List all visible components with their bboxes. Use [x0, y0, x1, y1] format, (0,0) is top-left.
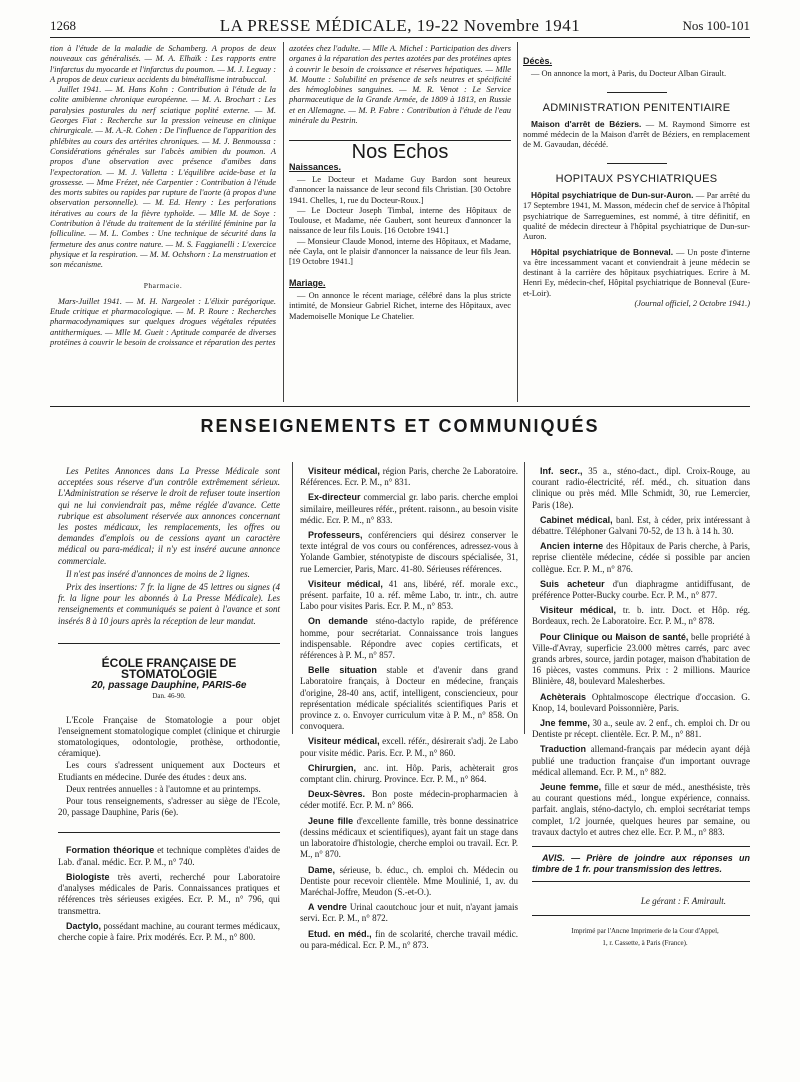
ad-text: possédant machine, au courant termes médicaux, cherche copie à faire. Prix modérés. Ecr. P. M., n° 800. — [58, 920, 281, 942]
classified-ad — [532, 782, 750, 838]
school-address: 20, passage Dauphine, PARIS-6e — [91, 680, 247, 692]
ad-text: tr. b. intr. Doct. et Hôp. rég. Bordeaux, rech. 2e Laboratoire. Ecr. P. M., n° 878. — [532, 605, 751, 627]
ad-title: Achèterais — [540, 691, 587, 702]
classified-ad — [300, 530, 518, 575]
header-rule — [50, 37, 750, 38]
page-header — [50, 14, 750, 38]
issue-number: Nos 100-101 — [682, 18, 750, 33]
ads-left-column — [58, 466, 280, 947]
ads-right-list — [532, 466, 750, 838]
theses-para: tion à l'étude de la maladie de Schamberg. A propos de deux nouveaux cas généralisés. — M. A. Elhaïk : Les rapports entre l'infarctus du myocarde et l'infarctus du poumon. — M. J. Leguay : A propos de deux curieux accidents du bimétallisme intrabuccal. — [50, 44, 276, 84]
ad-text: conférenciers qui désirez conserver le texte intégral de vos cours ou conférences, adressez-vous à Yolande Gambier, sténotypiste de discours spécialisée, 31, rue Lemercier, Paris, Marc. 41-80. Sérieuses références. — [300, 530, 519, 574]
column-divider — [517, 42, 518, 402]
classified-ad — [532, 744, 750, 778]
avis-notice: AVIS. — Prière de joindre aux réponses un timbre de 1 fr. pour transmission des lettres. — [532, 853, 750, 875]
ad-title: Pour Clinique ou Maison de santé, — [540, 631, 689, 642]
ad-title: Ancien interne — [540, 541, 604, 552]
intro-para: Prix des insertions: 7 fr. la ligne de 45 lettres ou signes (4 fr. la ligne pour les abonnés à La Presse Médicale). Les renseignements et communiqués se paient à l'avance et sont insérés 8 à 10 jours après la réception de leur mandat. — [58, 582, 280, 626]
school-para: Deux rentrées annuelles : à l'automne et au printemps. — [66, 783, 261, 794]
ad-text: Bon poste médecin-propharmacien à céder motifé. Ecr. P. M. n° 866. — [300, 789, 518, 811]
ad-text: fin de scolarité, cherche travail médic. ou para-médical. Ecr. P. M., n° 873. — [300, 928, 519, 950]
ad-text: 30 a., seule av. 2 enf., ch. emploi ch. Dr ou Dentiste pr récept. clientèle. Ecr. P. M., n° 881. — [532, 718, 751, 740]
ad-title: Visiteur médical, — [308, 578, 383, 589]
classified-ad — [300, 902, 518, 924]
section-rule — [58, 832, 280, 833]
classified-ad — [300, 736, 518, 758]
intro-para: Il n'est pas inséré d'annonces de moins de 2 lignes. — [66, 568, 250, 579]
pharmacie-heading: Pharmacie. — [143, 280, 183, 290]
pharmacie-para: Mars-Juillet 1941. — M. H. Nargeolet : L'élixir parégorique. Etude critique et pharmacologique. — M. P. Roure : Recherches pharmacodynamiques sur quelques drogues végétales réputées antithermiques. — Mlle M. Gueit : Aptitude comparée de diverses protéines à couvrir le besoin de croissance et réparation des pertes — [50, 296, 276, 348]
ad-text: région Paris, cherche 2e Laboratoire. Références. Ecr. P. M., n° 831. — [300, 466, 518, 488]
classified-ad — [532, 718, 750, 740]
naissance-item: — Le Docteur Joseph Timbal, interne des Hôpitaux de Toulouse, et Madame, née Gaubert, sont heureux d'annoncer la naissance de leur fils Louis. [16 Octobre 1941.] — [289, 205, 511, 236]
naissance-item: — Monsieur Claude Monod, interne des Hôpitaux, et Madame, née Cayla, ont le plaisir d'annoncer la naissance de leur fils Jean. [19 Octobre 1941.] — [289, 236, 511, 267]
classified-ad — [58, 872, 280, 917]
theses-column — [50, 44, 276, 348]
intro-para: Les Petites Annonces dans La Presse Médicale sont acceptées sous réserve d'un contrôle extrêmement sérieux. L'Administration se réserve le droit de refuser toute insertion qui ne lui conviendrait pas, même réglée d'avance. Cette rubrique est absolument réservée aux annonces concernant les postes médicaux, les remplacements, les offres ou demandes d'emplois ou de cessions ayant un caractère médical ou para-médical; il n'y est inséré aucune annonce commerciale. — [58, 466, 280, 566]
announcements-column — [523, 56, 750, 309]
naissance-item: — Le Docteur et Madame Guy Bardon sont heureux d'annoncer la naissance de leur second fils Christian. [30 Octobre 1941. Chelles, 1, rue du Docteur-Roux.] — [289, 174, 511, 205]
hopitaux-heading: HOPITAUX PSYCHIATRIQUES — [555, 172, 718, 185]
section-rule — [532, 915, 750, 916]
ad-title: Ex-directeur — [308, 492, 361, 503]
ad-title: Dactylo, — [66, 920, 102, 931]
ad-text: banl. Est, à céder, prix intéressant à débattre. Téléphoner Galvani 70-52, de 13 h. à 14 h. 30. — [532, 514, 750, 537]
ad-text: stable et d'avenir dans grand Laboratoire français, à Docteur en médecine, français d'origine, 28-40 ans, actif, intelligent, consciencieux, pour représentation médicale spécialités scientifiques Paris et province z. o. Envoyer curriculum vitæ à P. M., n° 858. On convoquera. — [300, 665, 518, 732]
ad-text: et technique complètes d'aides de Lab. d'anal. médic. Ecr. P. M., n° 740. — [58, 845, 281, 867]
short-rule — [607, 163, 667, 164]
section-rule — [532, 846, 750, 847]
ad-title: Suis acheteur — [540, 578, 605, 589]
theses-para: Juillet 1941. — M. Hans Kohn : Contribution à l'étude de la colite amibienne chronique européenne. — M. A. Brochart : Les paralysies posturales du nerf sciatique poplité externe. — M. Georges Fiat : Recherche sur la pression veineuse en clinique chirurgicale. — M. A.-R. Cohen : De l'influence de l'apparition des phlébites au cours des artérites chroniques. — M. J. Benmoussa : Considérations générales sur l'abcès amibien du poumon. A propos d'une observation avec présence d'amibes dans l'expectoration. — M. J. Valletta : L'équilibre acide-base et la grossesse. — Mme Frézet, née Carpentier : Contribution à l'étude des morts subites ou rapides par rupture de l'aorte (à propos d'une observation personnelle). — M. Ed. Henry : Les perforations itératives au cours de la fièvre typhoïde. — Mlle M. de Soye : Contribution à l'étude du traitement de la stérilité féminine par la folliculine. — M. L. Combes : Une technique de sécurité dans la fermeture des anus contre nature. — M. S. Faggianelli : L'exercice physique et la respiration. — M. M. Ochshorn : La menstruation et son mécanisme. — [50, 85, 276, 270]
deces-item: — On annonce la mort, à Paris, du Docteur Alban Girault. — [531, 69, 727, 79]
ad-text: Ophtalmoscope électrique d'occasion. G. Knop, 14, boulevard Poissonnière, Paris. — [532, 691, 751, 713]
ad-text: d'un diaphragme antidiffusant, de préférence Potter-Bucky courbe. Ecr. P. M., n° 877. — [532, 578, 750, 601]
ad-text: allemand-français par médecin ayant déjà publié une traduction française d'un important ouvrage médical allemand. Ecr. P. M., n° 882. — [532, 744, 751, 777]
school-para: L'Ecole Française de Stomatologie a pour objet l'enseignement stomatologique complet (clinique et chirurgie stomatologiques, odontologie, prothèse, orthodontie, céramique). — [58, 714, 280, 759]
school-para: Les cours s'adressent uniquement aux Docteurs et Etudiants en médecine. Durée des études : deux ans. — [58, 760, 280, 782]
classified-ad — [532, 515, 750, 537]
ad-text: très averti, recherché pour Laboratoire d'analyses médicales de Paris. Connaissances pratiques et références très sérieuses exigées. Ecr. P. M., n° 796, qui transmettra. — [58, 871, 280, 916]
journal-title: LA PRESSE MÉDICALE, 19-22 Novembre 1941 — [219, 16, 581, 35]
school-name: ÉCOLE FRANÇAISE DE STOMATOLOGIE — [101, 655, 237, 682]
classified-ad — [300, 816, 518, 861]
column-divider — [292, 462, 293, 734]
ad-title: Biologiste — [66, 871, 110, 882]
classified-ad — [300, 929, 518, 951]
ad-text: anc. int. Hôp. Paris, achèterait gros comptant clin. chirurg. Province. Ecr. P. M., n° 864. — [300, 762, 518, 785]
gerant: Le gérant : F. Amirault. — [640, 896, 726, 907]
ad-title: Visiteur médical, — [540, 605, 616, 616]
mariage-heading: Mariage. — [289, 277, 326, 288]
page-number: 1268 — [50, 18, 76, 33]
classified-ad — [532, 692, 750, 714]
deces-heading: Décès. — [523, 56, 553, 66]
classified-ad — [300, 492, 518, 526]
ad-title: Belle situation — [308, 665, 377, 676]
classified-ad — [532, 466, 750, 511]
ad-title: Jeune fille — [308, 815, 354, 826]
hop2-text: — Un poste d'interne va être incessamment vacant et conviendrait à jeune médecin se destinant à la carrière des hôpitaux psychiatriques. Ecrire à M. Henri Ey, médecin-chef, Hôpital psychiatrique de Bonneval (Eure-et-Loir). — [523, 247, 750, 298]
admin-text: — M. Raymond Simorre est nommé médecin de la Maison d'arrêt de Béziers, en remplacement de M. Gavaudan, décédé. — [523, 119, 750, 150]
classified-ad — [532, 579, 750, 601]
ad-text: sérieuse, b. éduc., ch. emploi ch. Médecin ou Dentiste pour recevoir clientèle. Mme Moulinié, 1, av. du Maréchal-Joffre, Meudon (S.-et-O.). — [300, 864, 519, 897]
classified-ad — [300, 466, 518, 488]
ad-title: Visiteur médical, — [308, 466, 380, 476]
school-para: Pour tous renseignements, s'adresser au siège de l'Ecole, 20, passage Dauphine, Paris (6e). — [58, 796, 280, 818]
ad-title: Deux-Sèvres. — [308, 789, 366, 800]
school-phone: Dan. 46-90. — [152, 692, 186, 701]
section-rule — [532, 881, 750, 882]
ad-title: On demande — [308, 616, 368, 627]
ad-title: Dame, — [308, 864, 336, 875]
admin-title: Maison d'arrêt de Béziers. — [531, 118, 642, 129]
echos-column — [289, 44, 511, 322]
echos-title: Nos Echos — [351, 141, 449, 164]
ad-text: Urinal caoutchouc jour et nuit, n'ayant jamais servi. Ecr. P. M., n° 872. — [300, 902, 518, 924]
ad-text: belle propriété à Ville-d'Avray, superficie 23.000 mètres carrés, parc avec grands arbres, source, jardin potager, maison d'habitation de 16 pièces, vastes communs. Prix : 2 millions. Maurice Blinière, 48, boulevard Malesherbes. — [532, 631, 750, 687]
hop2-source: (Journal officiel, 2 Octobre 1941.) — [634, 299, 750, 309]
classified-ad — [300, 579, 518, 613]
ad-text: commercial gr. labo paris. cherche emploi similaire, meilleures référ., prétent. raisonn., au besoin visite médic. Ecr. P. M., n° 833. — [300, 492, 518, 525]
ad-text: d'excellente famille, très bonne dessinatrice (dessins médicaux et scientifiques), ayant fait un stage dans un laboratoire d'histologie, cherche emploi ou travail. Ecr. P. M., n° 870. — [300, 815, 518, 860]
ad-title: Inf. secr., — [540, 466, 583, 476]
hop2-title: Hôpital psychiatrique de Bonneval. — [531, 246, 674, 257]
ad-title: Visiteur médical, — [308, 736, 380, 747]
ad-text: excell. référ., désirerait s'adj. 2e Labo pour visite médic. Paris. Ecr. P. M., n° 860. — [300, 736, 519, 758]
theses-continued: azotées chez l'adulte. — Mlle A. Michel : Participation des divers organes à la réparation des pertes azotées par des protéines aptes à couvrir le besoin de croissance et réserves hépatiques. — Mlle M. Moutte : Solubilité en présence de sels neutres et spécificité des hémoglobines sanguines. — M. R. Venot : Le Service pharmaceutique de la Grande Armée, de 1809 à 1813, en Russie et en Allemagne. — M. P. Fabre : Contribution à l'étude de l'eau minérale du Pestrin. — [289, 44, 511, 126]
ad-title: Formation théorique — [66, 845, 155, 856]
ad-text: des Hôpitaux de Paris cherche, à Paris, reprise clientèle médecine, cédée si possible par ancien collègue. Ecr. P. M., n° 876. — [532, 541, 750, 574]
ad-title: Chirurgien, — [308, 762, 357, 773]
section-rule — [58, 643, 280, 644]
ad-text: sténo-dactylo rapide, de préférence homme, pour secrétariat. Connaissance trois langues indispensable. Répondre avec copies certificats, et références à P. M., n° 857. — [300, 616, 518, 661]
short-rule — [607, 92, 667, 93]
classified-ad — [300, 789, 518, 811]
main-heading: RENSEIGNEMENTS ET COMMUNIQUÉS — [200, 416, 600, 436]
mariage-item: — On annonce le récent mariage, célébré dans la plus stricte intimité, de Monsieur Gabriel Richet, interne des Hôpitaux, avec Mademoiselle Monique Le Chatelier. — [289, 290, 511, 321]
classified-ad — [58, 845, 280, 867]
imprint-line: Imprimé par l'Ancne Imprimerie de la Cour d'Appel, — [571, 927, 719, 936]
classified-ad — [300, 865, 518, 899]
admin-heading: ADMINISTRATION PENITENTIAIRE — [542, 101, 731, 114]
hop1-text: — Par arrêté du 17 Septembre 1941, M. Masson, médecin chef de service à l'hôpital psychiatrique de Sarreguemines, est nommé, à titre définitif, en qualité de médecin directeur à l'hôpital psychiatrique de Dun-sur-Auron. — [523, 191, 750, 242]
ad-title: Jne femme, — [540, 718, 590, 729]
ad-text: 41 ans, libéré, réf. morale exc., présent. parfaite, 10 a. réf. même Labo, tr. intr., ch. autre Labo pour visites Paris. Ecr. P. M., n° 853. — [300, 578, 519, 612]
hop1-title: Hôpital psychiatrique de Dun-sur-Auron. — [531, 190, 694, 201]
classified-ad — [532, 632, 750, 688]
ad-text: 35 a., sténo-dact., dipl. Croix-Rouge, au courant radio-électricité, réf. méd., ch. situation dans clinique ou près méd. Mlle Schmidt, 30, rue Lemercier, Paris (18e). — [532, 466, 750, 510]
ad-title: A vendre — [308, 902, 347, 913]
classified-ad — [58, 921, 280, 943]
naissances-heading: Naissances. — [289, 161, 342, 172]
classified-ad — [532, 605, 750, 627]
section-rule — [50, 406, 750, 407]
classified-ad — [300, 616, 518, 661]
ads-middle-list — [300, 466, 518, 951]
classified-ad — [300, 763, 518, 785]
ads-right-column — [532, 466, 750, 949]
ad-text: fille et sœur de méd., anesthésiste, très au courant questions méd., longue expérience, connaiss. parfait. anglais, sténo-dactylo, ch. emploi secrétariat temps complet, 1/2 journée, quelques heures par semaine, ou travaux dactylo et autres chez elle. Ecr. P. M., n° 883. — [532, 782, 750, 837]
classified-ad — [300, 665, 518, 732]
ad-title: Professeurs, — [308, 530, 363, 541]
ads-left-list — [58, 845, 280, 943]
column-divider — [524, 462, 525, 734]
imprint-line: 1, r. Cassette, à Paris (France). — [602, 938, 688, 947]
classified-ad — [532, 541, 750, 575]
ad-title: Cabinet médical, — [540, 514, 613, 525]
column-divider — [283, 42, 284, 402]
ad-title: Etud. en méd., — [308, 928, 372, 939]
ad-title: Jeune femme, — [540, 782, 602, 793]
ad-title: Traduction — [540, 744, 587, 755]
ads-middle-column — [300, 466, 518, 955]
section-rule — [289, 140, 511, 141]
